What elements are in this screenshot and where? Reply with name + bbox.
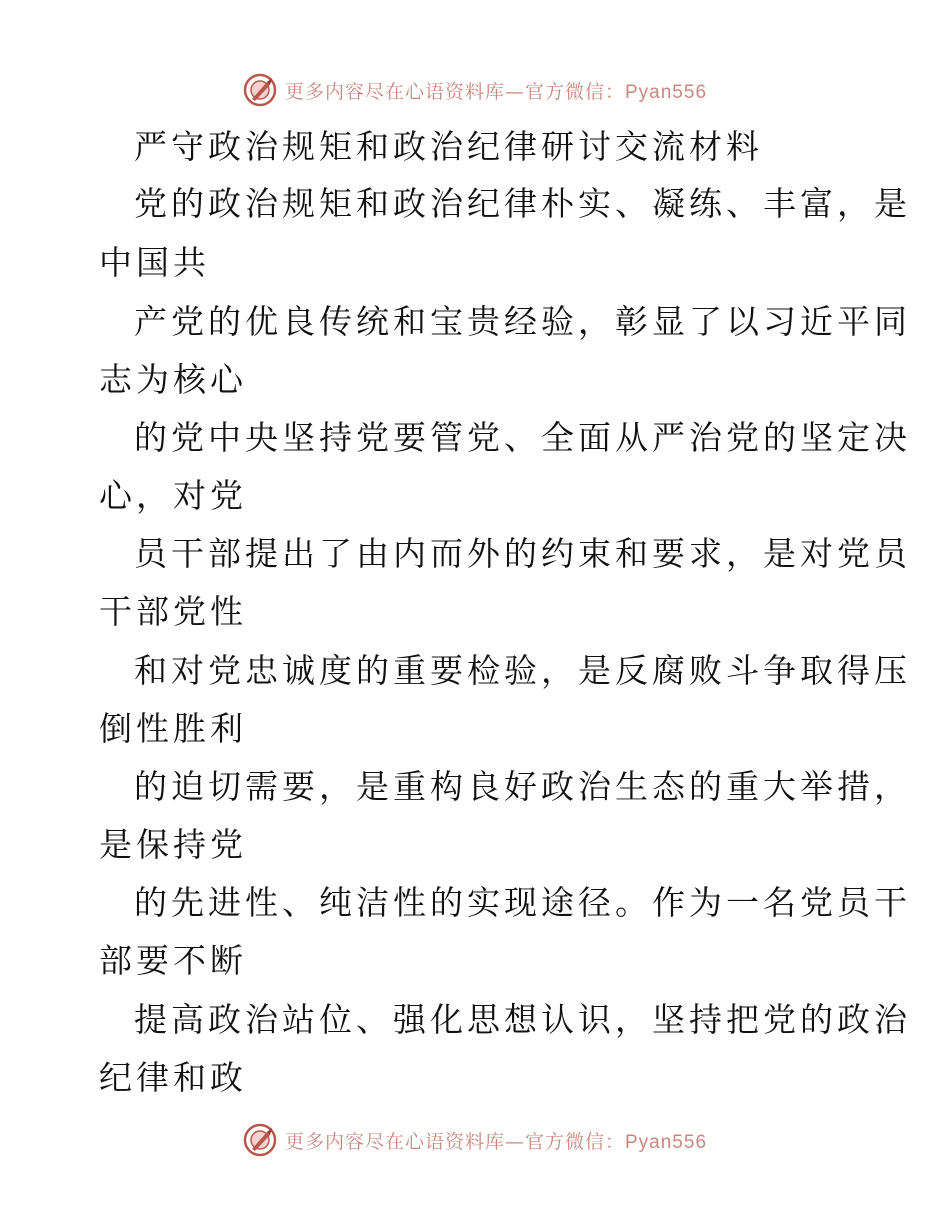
paragraph-line: 部要不断 xyxy=(99,941,247,980)
paragraph-line: 志为核心 xyxy=(99,360,247,399)
watermark-wechat-id: Pyan556 xyxy=(625,81,708,103)
paragraph-line: 中国共 xyxy=(99,243,210,282)
quill-logo-icon xyxy=(243,73,277,107)
paragraph-line: 党的政治规矩和政治纪律朴实、凝练、丰富，是 xyxy=(134,184,911,223)
watermark-text: 更多内容尽在心语资料库—官方微信： xyxy=(284,1130,625,1153)
paragraph-line: 纪律和政 xyxy=(99,1058,247,1097)
paragraph-line: 产党的优良传统和宝贵经验，彰显了以习近平同 xyxy=(134,302,911,341)
paragraph-line: 倒性胜利 xyxy=(99,709,247,748)
watermark-wechat-id: Pyan556 xyxy=(625,1131,708,1153)
header-watermark xyxy=(0,70,950,110)
paragraph-line: 的先进性、纯洁性的实现途径。作为一名党员干 xyxy=(134,883,911,922)
watermark-text: 更多内容尽在心语资料库—官方微信： xyxy=(284,80,625,103)
paragraph-line: 和对党忠诚度的重要检验，是反腐败斗争取得压 xyxy=(134,651,911,690)
document-title: 严守政治规矩和政治纪律研讨交流材料 xyxy=(134,127,763,166)
quill-logo-icon xyxy=(243,1123,277,1157)
paragraph-line: 提高政治站位、强化思想认识，坚持把党的政治 xyxy=(134,1000,911,1039)
paragraph-line: 员干部提出了由内而外的约束和要求，是对党员 xyxy=(134,534,911,573)
footer-watermark xyxy=(0,1120,950,1160)
paragraph-line: 心，对党 xyxy=(99,476,247,515)
paragraph-line: 的迫切需要，是重构良好政治生态的重大举措， xyxy=(134,767,911,806)
paragraph-line: 的党中央坚持党要管党、全面从严治党的坚定决 xyxy=(134,418,911,457)
paragraph-line: 是保持党 xyxy=(99,825,247,864)
paragraph-line: 干部党性 xyxy=(99,592,247,631)
